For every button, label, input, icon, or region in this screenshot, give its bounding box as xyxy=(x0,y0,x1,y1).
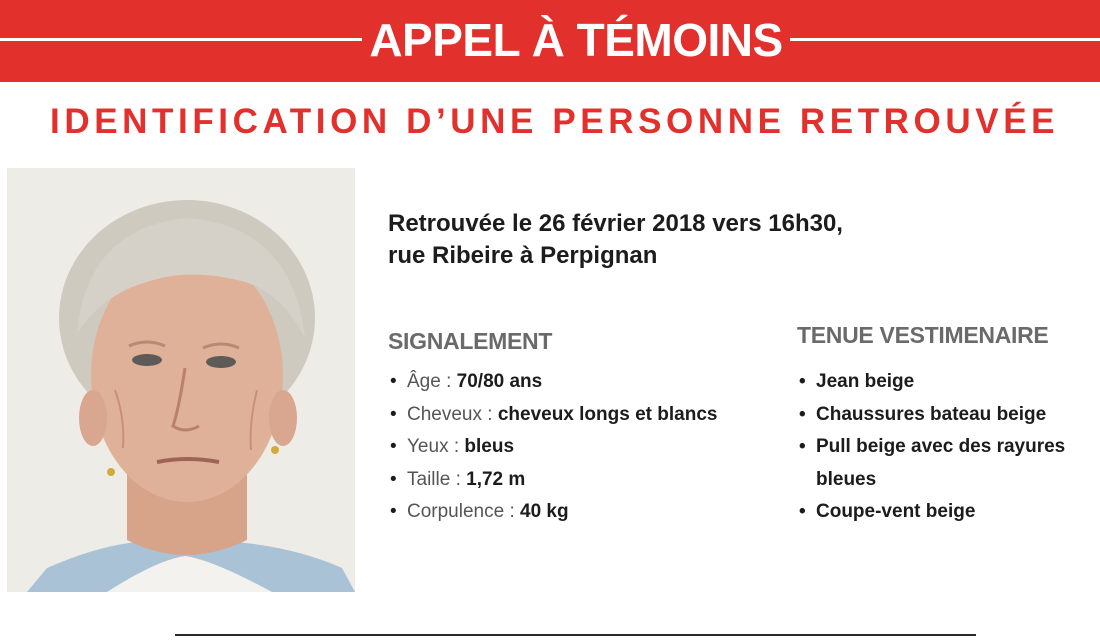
item-value: 70/80 ans xyxy=(456,371,543,392)
item-value: cheveux longs et blancs xyxy=(497,403,718,425)
bullet-icon: • xyxy=(390,371,397,392)
item-value: bleus xyxy=(464,436,515,457)
list-item xyxy=(388,464,768,497)
bullet-icon: • xyxy=(799,371,806,392)
list-item xyxy=(388,366,768,399)
item-value: Pull beige avec des rayures bleues xyxy=(816,436,1066,490)
list-item xyxy=(797,496,1095,529)
item-value: 40 kg xyxy=(520,501,569,522)
list-item xyxy=(797,366,1095,399)
list-item xyxy=(388,399,768,432)
list-item xyxy=(388,431,768,464)
item-value: 1,72 m xyxy=(466,468,526,490)
signalement-heading: SIGNALEMENT xyxy=(388,328,553,354)
found-location-line: rue Ribeire à Perpignan xyxy=(388,242,658,269)
person-photo xyxy=(7,168,355,592)
item-label: Yeux : xyxy=(407,436,460,457)
bullet-icon: • xyxy=(799,436,806,457)
header-banner xyxy=(0,0,1100,82)
item-label: Taille : xyxy=(407,468,461,490)
tenue-list xyxy=(797,366,1095,529)
banner-rule-right xyxy=(790,38,1100,41)
item-label: Cheveux : xyxy=(407,403,493,425)
bullet-icon: • xyxy=(390,403,397,425)
banner-rule-left xyxy=(0,38,362,41)
bottom-divider xyxy=(175,634,976,636)
portrait-illustration xyxy=(7,168,355,592)
tenue-heading: TENUE VESTIMENAIRE xyxy=(797,322,1049,348)
list-item xyxy=(797,399,1095,432)
item-value: Chaussures bateau beige xyxy=(816,403,1047,425)
item-value: Jean beige xyxy=(816,371,915,392)
item-label: Corpulence : xyxy=(407,501,515,522)
bullet-icon: • xyxy=(390,468,397,490)
subtitle: IDENTIFICATION D’UNE PERSONNE RETROUVÉE xyxy=(50,102,1060,141)
bullet-icon: • xyxy=(799,501,806,522)
banner-title: APPEL À TÉMOINS xyxy=(369,14,783,66)
signalement-list xyxy=(388,366,768,529)
list-item xyxy=(388,496,768,529)
bullet-icon: • xyxy=(390,436,397,457)
bullet-icon: • xyxy=(799,403,806,425)
found-date-line: Retrouvée le 26 février 2018 vers 16h30, xyxy=(388,210,843,237)
bullet-icon: • xyxy=(390,501,397,522)
list-item xyxy=(797,431,1095,496)
item-value: Coupe-vent beige xyxy=(816,501,976,522)
item-label: Âge : xyxy=(407,371,452,392)
found-info xyxy=(388,208,1078,272)
